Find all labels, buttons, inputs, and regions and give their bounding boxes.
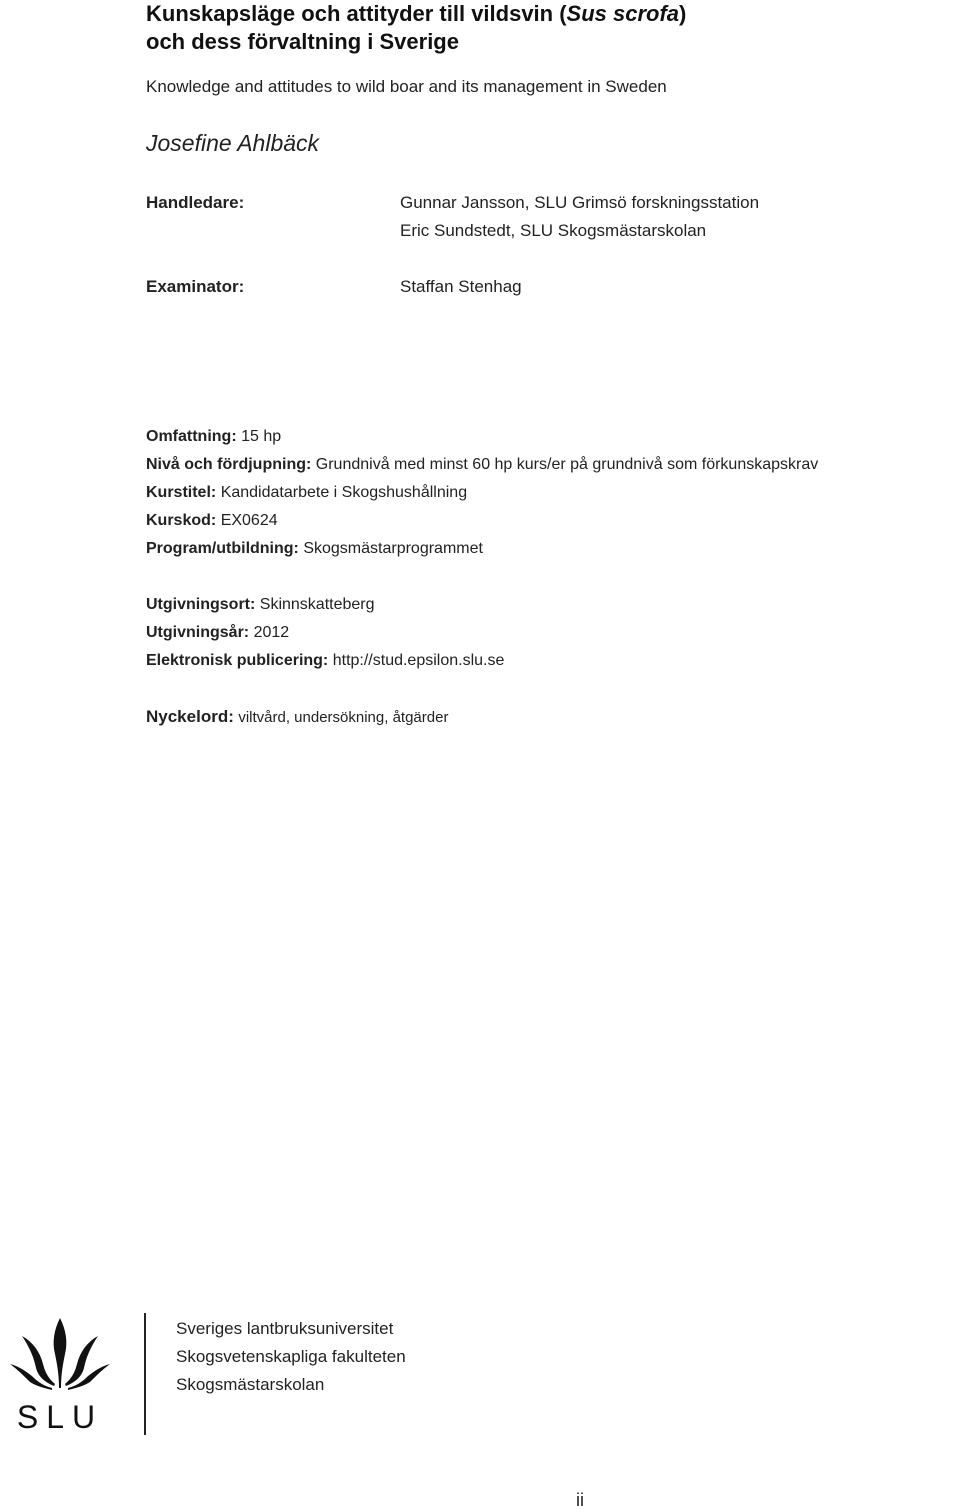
slu-logo-icon xyxy=(2,1314,118,1434)
course-program: Program/utbildning: Skogsmästarprogrammet xyxy=(146,540,483,557)
faculty-name: Skogsvetenskapliga fakulteten xyxy=(176,1347,406,1366)
logo-divider xyxy=(144,1313,146,1435)
supervisor-name-1: Gunnar Jansson, SLU Grimsö forskningsstation xyxy=(400,193,760,212)
course-scope: Omfattning: 15 hp xyxy=(146,428,282,445)
electronic-publication: Elektronisk publicering: http://stud.epsilon.slu.se xyxy=(146,652,505,669)
author-name: Josefine Ahlbäck xyxy=(146,130,320,156)
course-level: Nivå och fördjupning: Grundnivå med minst 60 hp kurs/er på grundnivå som förkunskapskrav xyxy=(146,456,819,473)
species-name: Sus scrofa xyxy=(566,1,680,26)
examiner-name: Staffan Stenhag xyxy=(400,277,522,296)
title-line-2: och dess förvaltning i Sverige xyxy=(146,29,459,54)
slu-logo-text: SLU xyxy=(16,1399,104,1434)
course-code: Kurskod: EX0624 xyxy=(146,512,278,529)
supervisor-label: Handledare: xyxy=(146,193,245,212)
page-number: ii xyxy=(576,1490,584,1510)
title-line-1: Kunskapsläge och attityder till vildsvin (Sus scrofa) xyxy=(146,1,687,26)
examiner-label: Examinator: xyxy=(146,277,245,296)
publication-year: Utgivningsår: 2012 xyxy=(146,624,290,641)
publication-place: Utgivningsort: Skinnskatteberg xyxy=(146,596,375,613)
document-title xyxy=(146,0,686,56)
university-name: Sveriges lantbruksuniversitet xyxy=(176,1319,394,1338)
course-title: Kurstitel: Kandidatarbete i Skogshushållning xyxy=(146,484,468,501)
supervisor-name-2: Eric Sundstedt, SLU Skogsmästarskolan xyxy=(400,221,707,240)
school-name: Skogsmästarskolan xyxy=(176,1375,325,1394)
slu-emblem xyxy=(10,1318,110,1390)
english-title: Knowledge and attitudes to wild boar and its management in Sweden xyxy=(146,77,667,96)
keywords: Nyckelord: viltvård, undersökning, åtgärder xyxy=(146,707,449,726)
